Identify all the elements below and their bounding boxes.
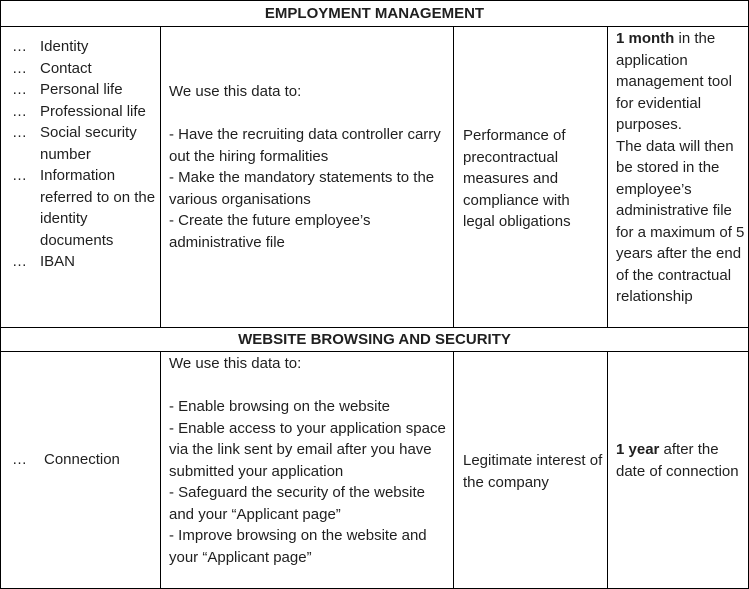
list-item: … Professional life	[12, 102, 146, 120]
list-item: … Information referred to on the identity documents	[12, 167, 156, 249]
section-title-website: WEBSITE BROWSING AND SECURITY	[238, 331, 511, 348]
list-item: … IBAN	[12, 253, 76, 270]
purpose-item: - Make the mandatory statements to the various organisations	[169, 169, 435, 208]
purpose-intro: We use this data to:	[169, 83, 302, 100]
purpose-intro: We use this data to:	[169, 355, 302, 372]
purpose-item: - Enable access to your application space via the link sent by email after you have submitted your application	[169, 419, 446, 480]
purpose-item: - Safeguard the security of the website and your “Applicant page”	[169, 484, 425, 523]
purpose-item: - Have the recruiting data controller carry out the hiring formalities	[169, 126, 441, 165]
list-item: … Social security number	[12, 124, 137, 163]
purposes-website	[169, 353, 449, 568]
purpose-item: - Improve browsing on the website and your “Applicant page”	[169, 527, 427, 566]
legal-basis-website: Legitimate interest of the company	[463, 452, 603, 491]
retention-employment: 1 month in the application management tool for evidential purposes. The data will then be stored in the employee’s administrative file for a maximum of 5 years after the end of the contractual relationship	[616, 28, 748, 308]
purposes-employment	[169, 81, 449, 253]
list-item: … Identity	[12, 38, 89, 55]
retention-extra: The data will then be stored in the employee’s administrative file for a maximum of 5 years after the end of the contractual relationship	[616, 137, 745, 305]
list-item: … Personal life	[12, 81, 123, 98]
purpose-item: - Create the future employee’s administrative file	[169, 212, 371, 251]
retention-bold: 1 month	[616, 30, 675, 47]
list-item: … Contact	[12, 59, 92, 77]
purpose-item: - Enable browsing on the website	[169, 398, 390, 415]
data-items-website	[12, 449, 156, 471]
section-title-employment: EMPLOYMENT MANAGEMENT	[264, 5, 485, 22]
legal-basis-employment: Performance of precontractual measures and compliance with legal obligations	[463, 127, 571, 230]
retention-bold: 1 year	[616, 441, 660, 458]
list-item: … Connection	[12, 451, 120, 468]
retention-website: 1 year after the date of connection	[616, 441, 739, 480]
data-items-employment	[12, 36, 156, 273]
